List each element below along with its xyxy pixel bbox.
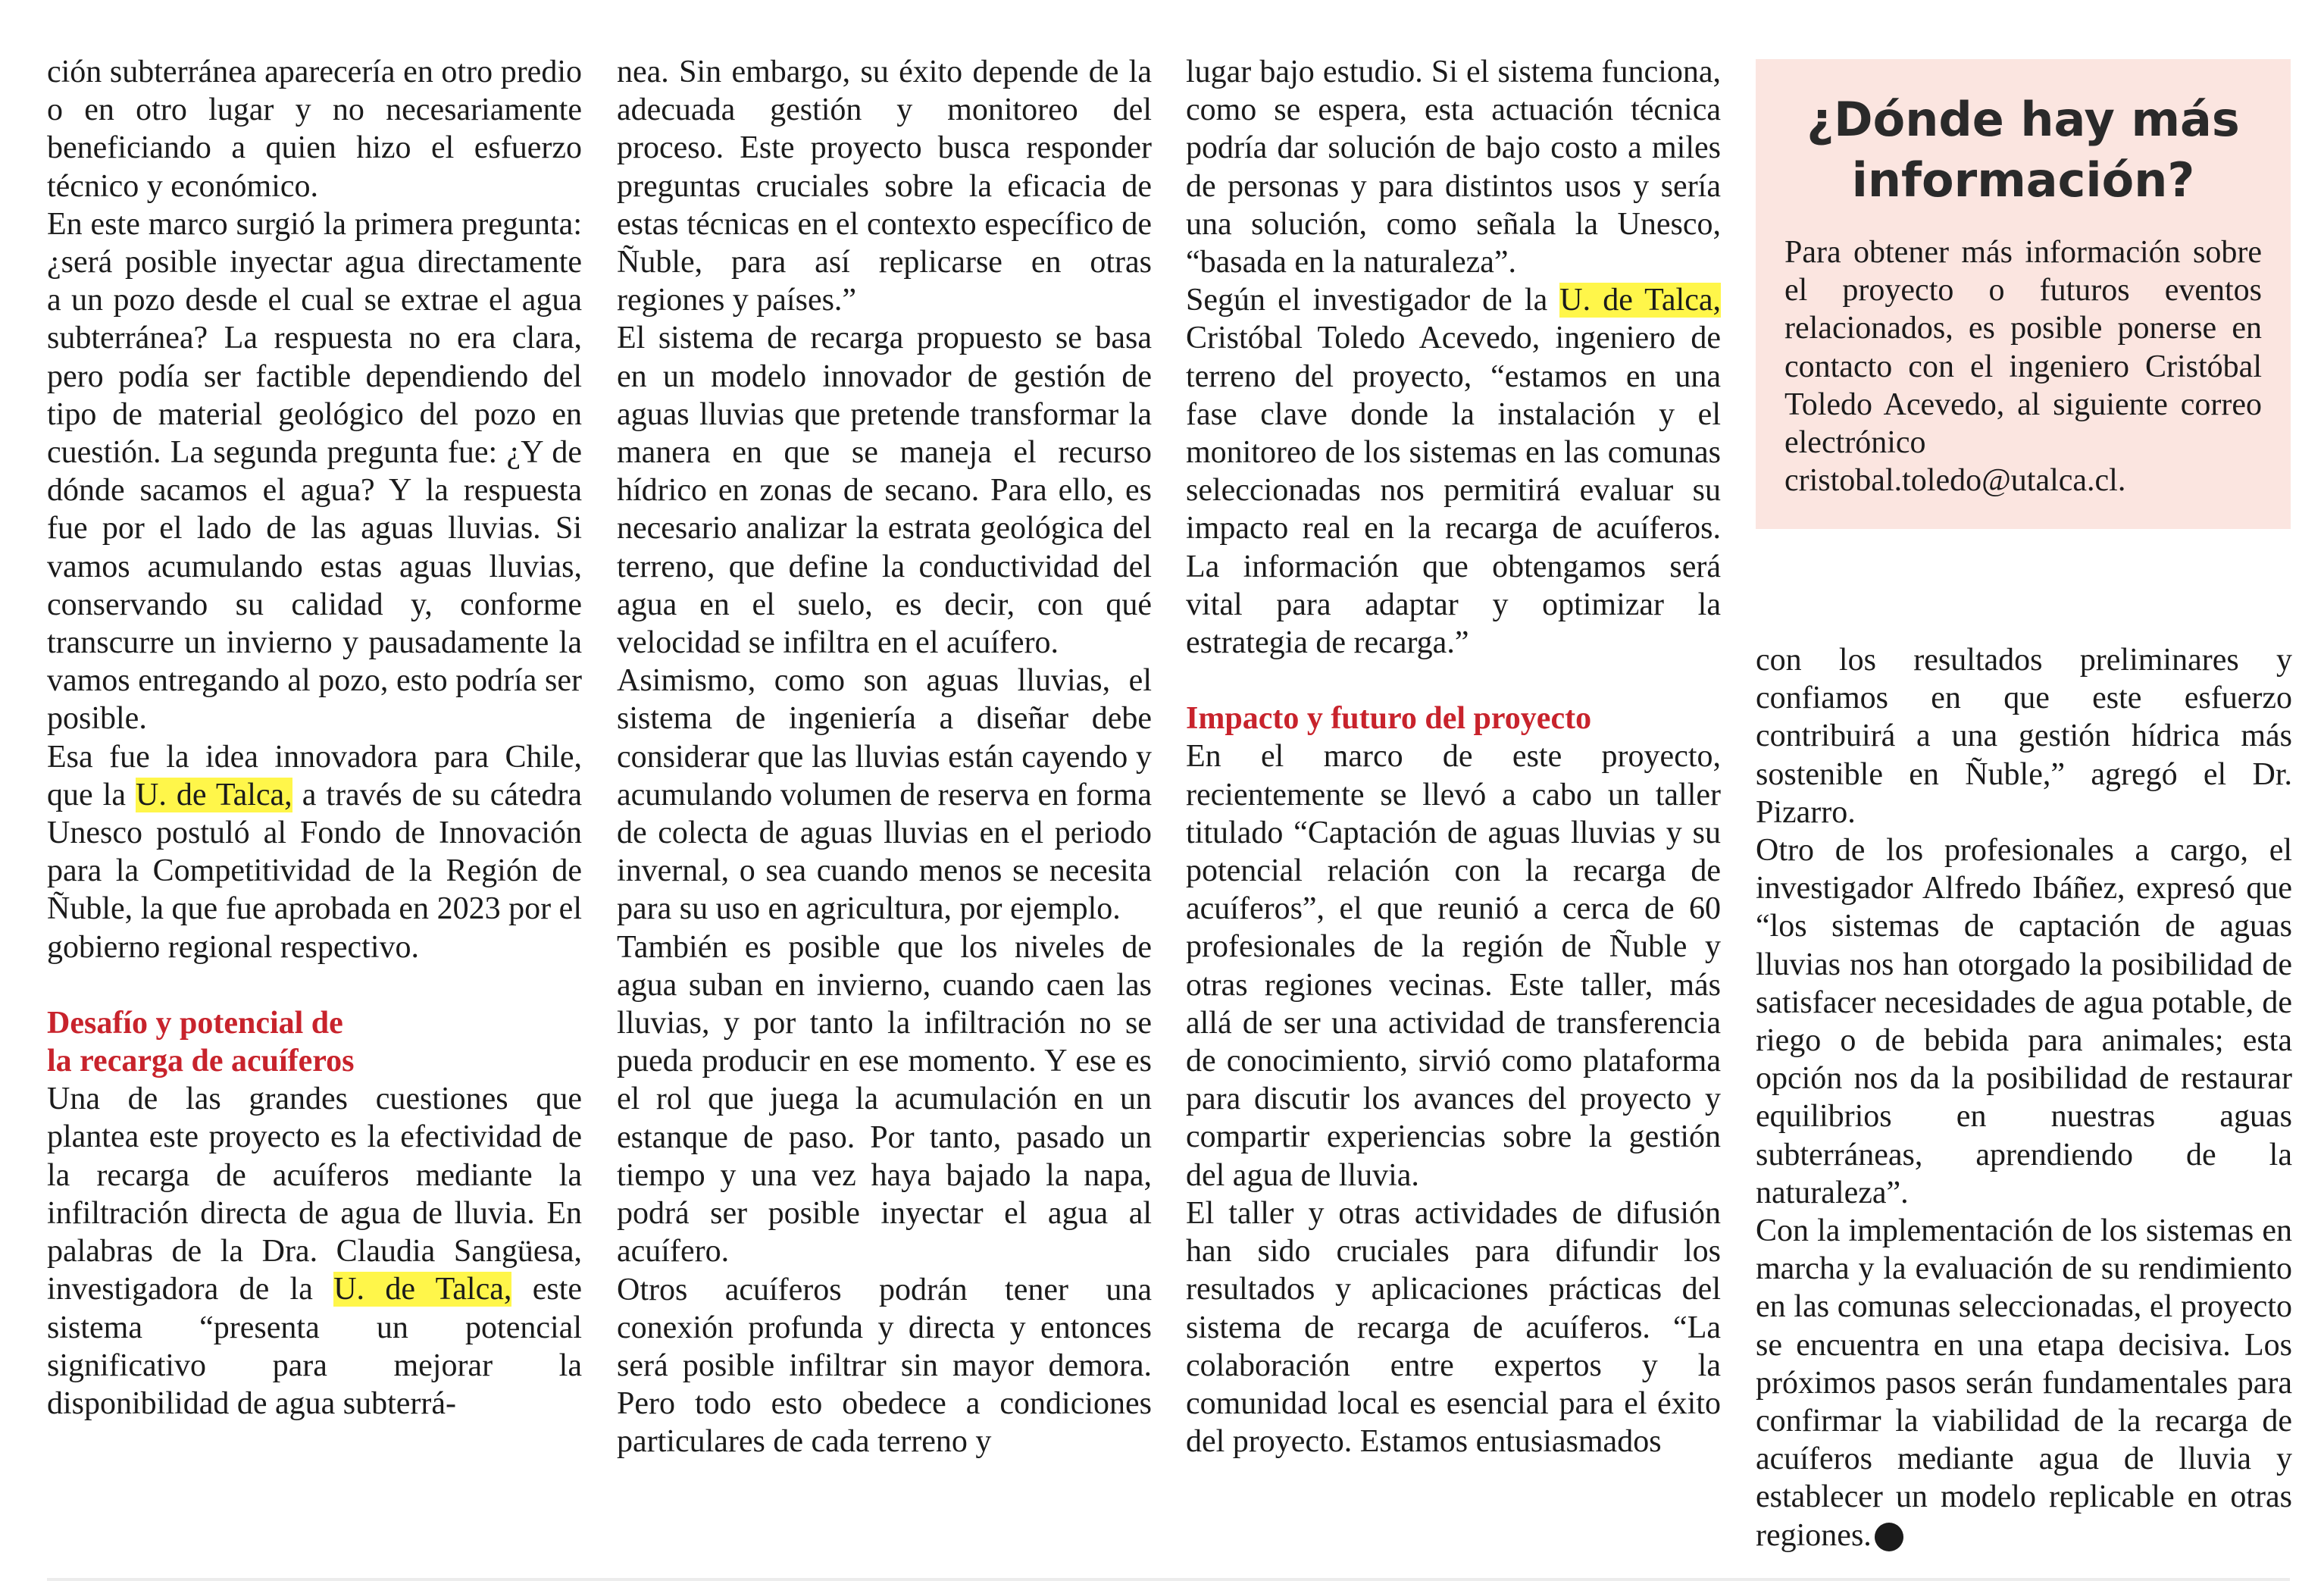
paragraph: Asimismo, como son aguas lluvias, el sistema de ingeniería a diseñar debe considerar que las lluvias están cayendo y acumulando volumen de reserva en forma de colecta de aguas lluvias en el periodo invernal, o sea cuando menos se necesita para su uso en agricultura, por ejemplo. [617, 663, 1152, 927]
paragraph: Otros acuíferos podrán tener una conexión profunda y directa y entonces será posible infiltrar sin mayor demora. Pero todo esto obedece a condiciones particulares de cada terreno y [617, 1272, 1152, 1460]
paragraph [47, 738, 582, 966]
column-4 [1756, 641, 2292, 1554]
paragraph [1186, 281, 1721, 662]
text-run: Cristóbal Toledo Acevedo, ingeniero de terreno del proyecto, “estamos en una fase clave donde la instalación y el monitoreo de los sistemas en las comunas seleccionadas nos permitirá evaluar su impacto real en la recarga de acuíferos. La información que obtengamos será vital para adaptar y optimizar la estrategia de recarga.” [1186, 321, 1721, 661]
end-of-article-icon [1875, 1523, 1903, 1551]
paragraph: En el marco de este proyecto, recientemente se llevó a cabo un taller titulado “Captación de aguas lluvias y su potencial relación con la recarga de acuíferos”, el que reunió a cerca de 60 profesionales de la región de Ñuble y otras regiones vecinas. Este taller, más allá de ser una actividad de transferencia de conocimiento, sirvió como plataforma para discutir los avances del proyecto y compartir experiencias sobre la gestión del agua de lluvia. [1186, 739, 1721, 1193]
section-heading-line-1: Desafío y potencial de [47, 1005, 343, 1041]
info-box-title: ¿Dónde hay más información? [1806, 92, 2240, 208]
text-run: Una de las grandes cuestiones que plantea este proyecto es la efectividad de la recarga de acuíferos mediante la infiltración directa de agua de lluvia. En palabras de la Dra. Claudia Sangüesa, investigadora de la [47, 1082, 582, 1307]
paragraph: lugar bajo estudio. Si el sistema funciona, como se espera, esta actuación técnica podría dar solución de bajo costo a miles de personas y para distintos usos y sería una solución, como señala la Unesco, “basada en la naturaleza”. [1186, 55, 1721, 280]
text-run: Con la implementación de los sistemas en marcha y la evaluación de su rendimiento en las comunas seleccionadas, el proyecto se encuentra en una etapa decisiva. Los próximos pasos serán fundamentales para confirmar la viabilidad de la recarga de acuíferos mediante agua de lluvia y establecer un modelo replicable en otras regiones. [1756, 1213, 2292, 1553]
section-gap [47, 966, 582, 1004]
text-run: Esa fue la idea innovadora para Chile, que la [47, 739, 582, 812]
column-2 [617, 53, 1152, 1461]
paragraph: Otro de los profesionales a cargo, el investigador Alfredo Ibáñez, expresó que “los sistemas de captación de aguas lluvias nos han otorgado la posibilidad de satisfacer necesidades de agua potable, de riego o de bebida para animales; esta opción nos da la posibilidad de restaurar equilibrios en nuestras aguas subterráneas, aprendiendo de la naturaleza”. [1756, 833, 2292, 1210]
highlighted-university-name: U. de Talca, [136, 777, 292, 812]
text-run: a través de su cátedra Unesco postuló al Fondo de Innovación para la Competitividad de la Región de Ñuble, la que fue aprobada en 2023 por el gobierno regional respectivo. [47, 777, 583, 965]
section-heading-line-2: la recarga de acuíferos [47, 1044, 355, 1079]
paragraph: con los resultados preliminares y confiamos en que este esfuerzo contribuirá a una gestión hídrica más sostenible en Ñuble,” agregó el Dr. Pizarro. [1756, 643, 2292, 830]
section-heading [47, 1004, 582, 1080]
info-box-body: Para obtener más información sobre el proyecto o futuros eventos relacionados, es posible ponerse en contacto con el ingeniero Cristóbal Toledo Acevedo, al siguiente correo electrónico cristobal.toledo@utalca.cl. [1784, 235, 2262, 499]
bottom-divider [47, 1578, 2290, 1581]
paragraph: ción subterránea aparecería en otro predio o en otro lugar y no necesariamente beneficiando a quien hizo el esfuerzo técnico y económico. [47, 55, 582, 204]
column-1 [47, 53, 582, 1423]
paragraph: nea. Sin embargo, su éxito depende de la adecuada gestión y monitoreo del proceso. Este proyecto busca responder preguntas cruciales sobre la eficacia de estas técnicas en el contexto específico de Ñuble, para así replicarse en otras regiones y países.” [617, 55, 1152, 318]
section-gap [1186, 662, 1721, 700]
text-run: Según el investigador de la [1186, 283, 1560, 318]
highlighted-university-name: U. de Talca, [1559, 283, 1721, 318]
paragraph [47, 1080, 582, 1423]
paragraph: En este marco surgió la primera pregunta: ¿será posible inyectar agua directamente a un pozo desde el cual se extrae el agua subterránea? La respuesta no era clara, pero podía ser factible dependiendo del tipo de material geológico del pozo en cuestión. La segunda pregunta fue: ¿Y de dónde sacamos el agua? Y la respuesta fue por el lado de las aguas lluvias. Si vamos acumulando estas aguas lluvias, conservando su calidad y, conforme transcurre un invierno y pausadamente la vamos entregando al pozo, esto podría ser posible. [47, 206, 582, 737]
highlighted-university-name: U. de Talca, [333, 1272, 512, 1307]
paragraph: El sistema de recarga propuesto se basa en un modelo innovador de gestión de aguas lluvias que pretende transformar la manera en que se maneja el recurso hídrico en zonas de secano. Para ello, es necesario analizar la estrata geológica del terreno, que define la conductividad del agua en el suelo, es decir, con qué velocidad se infiltra en el acuífero. [617, 321, 1152, 661]
paragraph: También es posible que los niveles de agua suban en invierno, cuando caen las lluvias, y por tanto la infiltración no se pueda producir en ese momento. Y ese es el rol que juega la acumulación en un estanque de paso. Por tanto, pasado un tiempo y una vez haya bajado la napa, podrá ser posible inyectar el agua al acuífero. [617, 929, 1152, 1269]
paragraph [1756, 1212, 2292, 1554]
column-3 [1186, 53, 1721, 1460]
info-box [1756, 59, 2291, 529]
text-run: este sistema “presenta un potencial significativo para mejorar la disponibilidad de agua subterrá- [47, 1272, 583, 1421]
paragraph: El taller y otras actividades de difusión han sido cruciales para difundir los resultados y aplicaciones prácticas del sistema de recarga de acuíferos. “La colaboración entre expertos y la comunidad local es esencial para el éxito del proyecto. Estamos entusiasmados [1186, 1195, 1721, 1460]
section-heading: Impacto y futuro del proyecto [1186, 701, 1592, 737]
